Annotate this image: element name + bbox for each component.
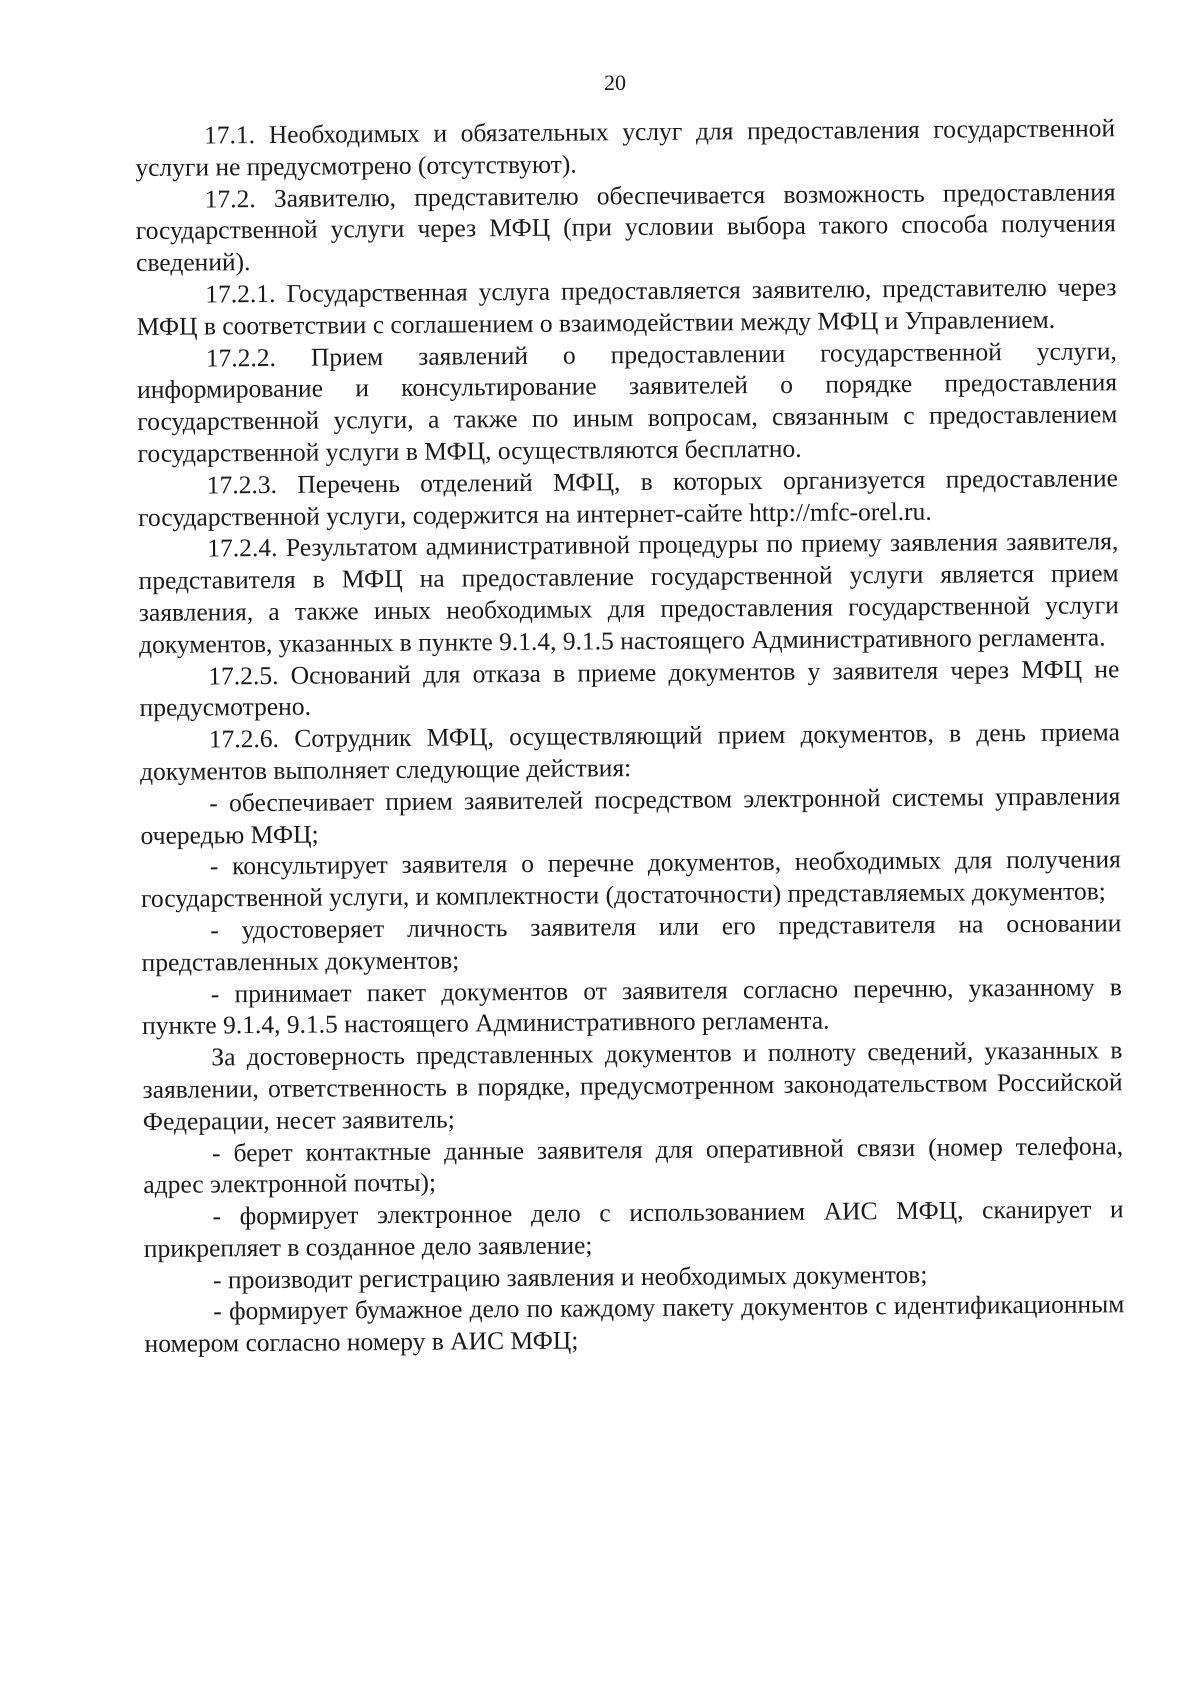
paragraph-17-2-3: 17.2.3. Перечень отделений МФЦ, в которых организуется предоставление государственной услуги, содержится на интернет-сайте http://mfc-orel.ru. (138, 463, 1118, 532)
list-item: - берет контактные данные заявителя для оперативной связи (номер телефона, адрес электронной почты); (143, 1130, 1124, 1200)
list-item: - удостоверяет личность заявителя или его представителя на основании представленных документов; (141, 908, 1122, 977)
paragraph-17-2: 17.2. Заявителю, представителю обеспечивается возможность предоставления государственной услуги через МФЦ (при условии выбора такого способа получения сведений). (135, 176, 1116, 278)
paragraph-17-2-6: 17.2.6. Сотрудник МФЦ, осуществляющий прием документов, в день приема документов выполняет следующие действия: (140, 717, 1120, 786)
document-body (135, 112, 1125, 1360)
list-item: - обеспечивает прием заявителей посредством электронной системы управления очередью МФЦ; (140, 781, 1121, 850)
list-item: - формирует электронное дело с использованием АИС МФЦ, сканирует и прикрепляет в созданное дело заявление; (143, 1194, 1124, 1263)
list-item: - производит регистрацию заявления и необходимых документов; (212, 1259, 928, 1295)
paragraph-17-2-1: 17.2.1. Государственная услуга предоставляется заявителю, представителю через МФЦ в соответствии с соглашением о взаимодействии между МФЦ и Управлением. (136, 272, 1117, 341)
responsibility-paragraph: За достоверность представленных документов и полноту сведений, указанных в заявлении, ответственность в порядке, предусмотренном законодательством Российской Федерации, несет заявитель; (142, 1035, 1123, 1136)
paragraph-17-2-5: 17.2.5. Оснований для отказа в приеме документов у заявителя через МФЦ не предусмотрено. (139, 653, 1120, 723)
list-item: - принимает пакет документов от заявителя согласно перечню, указанному в пункте 9.1.4, 9.1.5 настоящего Административного регламента. (142, 971, 1122, 1041)
page-number: 20 (604, 70, 626, 95)
paragraph-17-1: 17.1. Необходимых и обязательных услуг для предоставления государственной услуги не предусмотрено (отсутствуют). (135, 113, 1116, 182)
paragraph-17-2-4: 17.2.4. Результатом административной процедуры по приему заявления заявителя, представителя в МФЦ на предоставление государственной услуги является прием заявления, а также иных необходимых для предоставления государственной услуги документов, указанных в пункте 9.1.4, 9.1.5 настоящего Административного регламента. (138, 526, 1119, 659)
paragraph-17-2-2: 17.2.2. Прием заявлений о предоставлении государственной услуги, информирование и консультирование заявителей о порядке предоставления государственной услуги, а также по иным вопросам, связанным с предоставлением государственной услуги в МФЦ, осуществляются бесплатно. (137, 335, 1118, 468)
list-item: - консультирует заявителя о перечне документов, необходимых для получения государственной услуги, и комплектности (достаточности) представляемых документов; (141, 844, 1121, 914)
list-item: - формирует бумажное дело по каждому пакету документов с идентификационным номером согласно номеру в АИС МФЦ; (144, 1289, 1125, 1359)
